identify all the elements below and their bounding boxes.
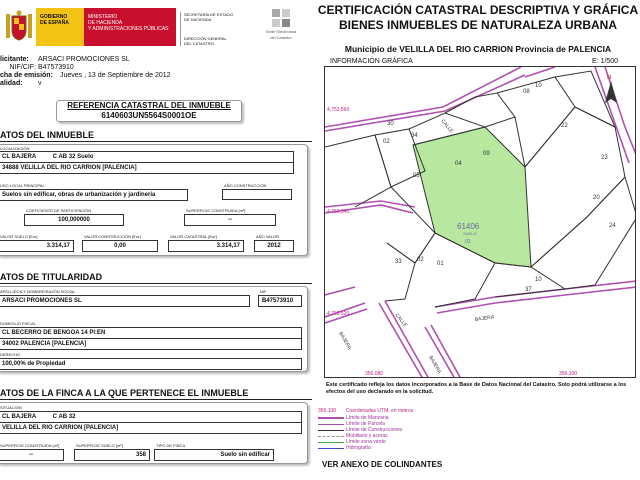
referencia-title: REFERENCIA CATASTRAL DEL INMUEBLE <box>67 101 231 110</box>
domicilio-label: DOMICILIO FISCAL <box>0 321 37 326</box>
coord-x1: 356,080 <box>365 371 384 377</box>
map-num-34: 34 <box>411 133 418 139</box>
info-grafica-label: INFORMACIÓN GRÁFICA <box>330 58 413 65</box>
coord-y2: 4,753,540 <box>327 209 350 215</box>
legend-parcela-swatch <box>318 424 344 425</box>
map-num-01: 01 <box>437 261 444 267</box>
legend-item-manzana: Límite de Manzana <box>346 415 389 421</box>
referencia-box <box>56 100 242 122</box>
derecho-label: DERECHO <box>0 352 21 357</box>
direccion-line1: DIRECCIÓN GENERAL <box>184 36 227 41</box>
map-num-10a: 10 <box>535 83 542 89</box>
coord-y1: 4,753,560 <box>327 107 350 113</box>
sede-block <box>256 6 306 50</box>
secretaria-line1: SECRETARÍA DE ESTADO <box>184 12 233 17</box>
localizacion-line1: CL BAJERA C AB 32 Suelo <box>0 151 294 163</box>
sup-const-label: SUPERFICIE CONSTRUIDA [m²] <box>186 208 246 213</box>
legend-manzana-swatch <box>318 417 344 419</box>
map-num-10b: 10 <box>535 277 542 283</box>
finca-sup-const-value: -- <box>0 449 64 461</box>
ano-value <box>222 189 292 200</box>
finca-tipo-value: Suelo sin edificar <box>154 449 274 461</box>
nif-value: B47573910 <box>38 64 74 71</box>
finca-tipo-label: TIPO DE FINCA <box>156 443 186 448</box>
anexo-colindantes: VER ANEXO DE COLINDANTES <box>322 460 443 469</box>
map-num-37: 37 <box>525 287 532 293</box>
fecha-value: Jueves , 13 de Septiembre de 2012 <box>60 72 171 79</box>
applicant-block <box>0 56 260 88</box>
gov-line1: GOBIERNO <box>40 14 68 20</box>
north-arrow-icon <box>605 75 617 103</box>
valor-cat-label: VALOR CATASTRAL [Eur] <box>170 234 217 239</box>
finca-sup-suelo-value: 358 <box>74 449 150 461</box>
legend-coord <box>318 408 413 414</box>
disclaimer-text: Este certificado refleja los datos incorporados a la Base de Datos Nacional del Catastro. Solo podrá utilizarse a los efectos del uso declarado en la solicitud. <box>326 382 627 395</box>
coat-of-arms-icon <box>4 10 34 44</box>
map-svg <box>325 67 636 378</box>
municipio-line: Municipio de VELILLA DEL RIO CARRION Provincia de PALENCIA <box>344 44 612 54</box>
ministry-line2: DE HACIENDA <box>88 20 123 26</box>
valor-suelo-value: 3.314,17 <box>0 240 74 252</box>
fecha-label: cha de emisión: <box>0 72 53 79</box>
parcel-id: 61406 <box>457 222 480 231</box>
map-num-08: 08 <box>523 89 530 95</box>
map-num-05: 05 <box>413 173 420 179</box>
titularidad-title: ATOS DE TITULARIDAD <box>0 272 103 282</box>
valor-suelo-label: VALOR SUELO [Eur] <box>0 234 38 239</box>
cert-subtitle: BIENES INMUEBLES DE NATURALEZA URBANA <box>338 18 617 32</box>
cadastral-map <box>324 66 636 378</box>
street-bajera-1: BAJERA <box>337 331 353 351</box>
map-num-04: 04 <box>455 161 462 167</box>
ano-valor-value: 2012 <box>254 240 294 252</box>
datos-inmueble-rule <box>0 141 312 142</box>
parcel-num: 03 <box>465 239 471 245</box>
legend-construcciones-swatch <box>318 430 344 431</box>
legend-item-parcela: Límite de Parcela <box>346 421 385 427</box>
legend-hidro <box>318 445 371 451</box>
header-logos <box>0 0 310 50</box>
domicilio-line1: CL BECERRO DE BENGOA 14 Pl:EN <box>0 327 302 339</box>
apellidos-value: ARSACI PROMOCIONES SL <box>0 295 250 307</box>
secretaria-block <box>180 12 252 46</box>
finca-title: ATOS DE LA FINCA A LA QUE PERTENECE EL INMUEBLE <box>0 388 249 398</box>
legend-verde-swatch <box>318 442 344 443</box>
legend <box>318 408 518 458</box>
solicitante-label: licitante: <box>0 56 29 63</box>
sede-line2: del Catastro <box>270 35 292 40</box>
ministry-block <box>84 8 176 46</box>
cert-title: CERTIFICACIÓN CATASTRAL DESCRIPTIVA Y GRÁFICA <box>317 3 639 17</box>
finca-sup-suelo-label: SUPERFICIE SUELO [m²] <box>76 443 123 448</box>
legend-coord-value: 356,100 <box>318 408 337 414</box>
uso-value: Suelos sin edificar, obras de urbanización y jardinería <box>0 189 188 201</box>
ministry-line1: MINISTERIO <box>88 14 118 20</box>
apellidos-label: APELLIDOS Y NOMBRE/RAZÓN SOCIAL <box>0 289 76 294</box>
finca-rule <box>0 399 312 400</box>
svg-text:N: N <box>607 75 612 81</box>
legend-item-construcciones: Límite de Construcciones <box>346 427 403 433</box>
street-calle-2: CALLE <box>393 312 409 329</box>
datos-inmueble-title: ATOS DEL INMUEBLE <box>0 130 95 140</box>
ano-label: AÑO CONSTRUCCIÓN <box>224 183 267 188</box>
sede-logo-icon <box>270 7 292 29</box>
legend-item-coords: Coordenadas UTM, en metros <box>346 408 414 414</box>
finalidad-value: v <box>38 80 42 87</box>
derecho-value: 100,00% de Propiedad <box>0 358 302 370</box>
coord-x2: 356,100 <box>559 371 578 377</box>
finca-sup-const-label: SUPERFICIE CONSTRUIDA [m²] <box>0 443 60 448</box>
nif-label: NIF/CIF: <box>9 64 36 71</box>
parcel-sub: SUELO <box>463 231 477 236</box>
situacion-label: SITUACIÓN <box>0 405 22 410</box>
map-num-24: 24 <box>609 223 616 229</box>
ministry-line3: Y ADMINISTRACIONES PÚBLICAS <box>88 26 169 32</box>
street-calle-1: CALLE <box>439 118 455 135</box>
referencia-value: 6140603UN5564S0001OE <box>101 111 197 120</box>
valor-cat-value: 3.314,17 <box>168 240 244 252</box>
tit-nif-label: NIF <box>260 289 267 294</box>
tit-nif-value: B47573910 <box>258 295 302 307</box>
map-scale: E: 1/500 <box>592 58 619 65</box>
map-num-23: 23 <box>601 155 608 161</box>
coord-y3: 4,753,520 <box>327 311 350 317</box>
localizacion-line2: 34888 VELILLA DEL RIO CARRION [PALENCIA] <box>0 162 294 174</box>
coef-label: COEFICIENTE DE PARTICIPACIÓN <box>26 208 92 213</box>
legend-mobiliario-swatch <box>318 436 344 437</box>
solicitante-value: ARSACI PROMOCIONES SL <box>38 56 130 63</box>
map-num-20: 20 <box>593 195 600 201</box>
domicilio-line2: 34002 PALENCIA [PALENCIA] <box>0 338 302 350</box>
sede-line1: Sede Electrónica <box>265 29 297 34</box>
parcel-highlight <box>413 127 531 267</box>
map-num-33: 33 <box>395 259 402 265</box>
map-num-02a: 02 <box>417 257 424 263</box>
localizacion-label: LOCALIZACIÓN <box>0 146 30 151</box>
sup-const-value: -- <box>184 214 276 226</box>
map-num-22: 22 <box>561 123 568 129</box>
valor-constr-label: VALOR CONSTRUCCIÓN [Eur] <box>84 234 141 239</box>
situacion-line1: CL BAJERA C AB 32 <box>0 411 302 423</box>
secretaria-line2: DE HACIENDA <box>184 17 212 22</box>
map-num-09: 09 <box>483 151 490 157</box>
legend-item-hidro: Hidrografía <box>346 445 371 451</box>
ano-valor-label: AÑO VALOR <box>256 234 280 239</box>
street-bajera-3: BAJERA <box>474 314 495 323</box>
gov-line2: DE ESPAÑA <box>40 20 69 26</box>
situacion-line2: VELILLA DEL RIO CARRION [PALENCIA] <box>0 422 302 434</box>
legend-item-verde: Límite zona verde <box>346 439 386 445</box>
legend-item-mobiliario: Mobiliario y aceras <box>346 433 388 439</box>
uso-label: USO LOCAL PRINCIPAL <box>0 183 45 188</box>
map-num-02b: 02 <box>383 139 390 145</box>
direccion-line2: DEL CATASTRO <box>184 41 214 46</box>
coef-value: 100,000000 <box>24 214 124 226</box>
street-bajera-2: BAJERA <box>427 355 443 375</box>
valor-constr-value: 0,00 <box>82 240 158 252</box>
legend-hidro-swatch <box>318 448 344 449</box>
map-num-30: 30 <box>387 121 394 127</box>
titularidad-rule <box>0 283 312 284</box>
gov-block <box>36 8 84 46</box>
finalidad-label: alidad: <box>0 80 23 87</box>
